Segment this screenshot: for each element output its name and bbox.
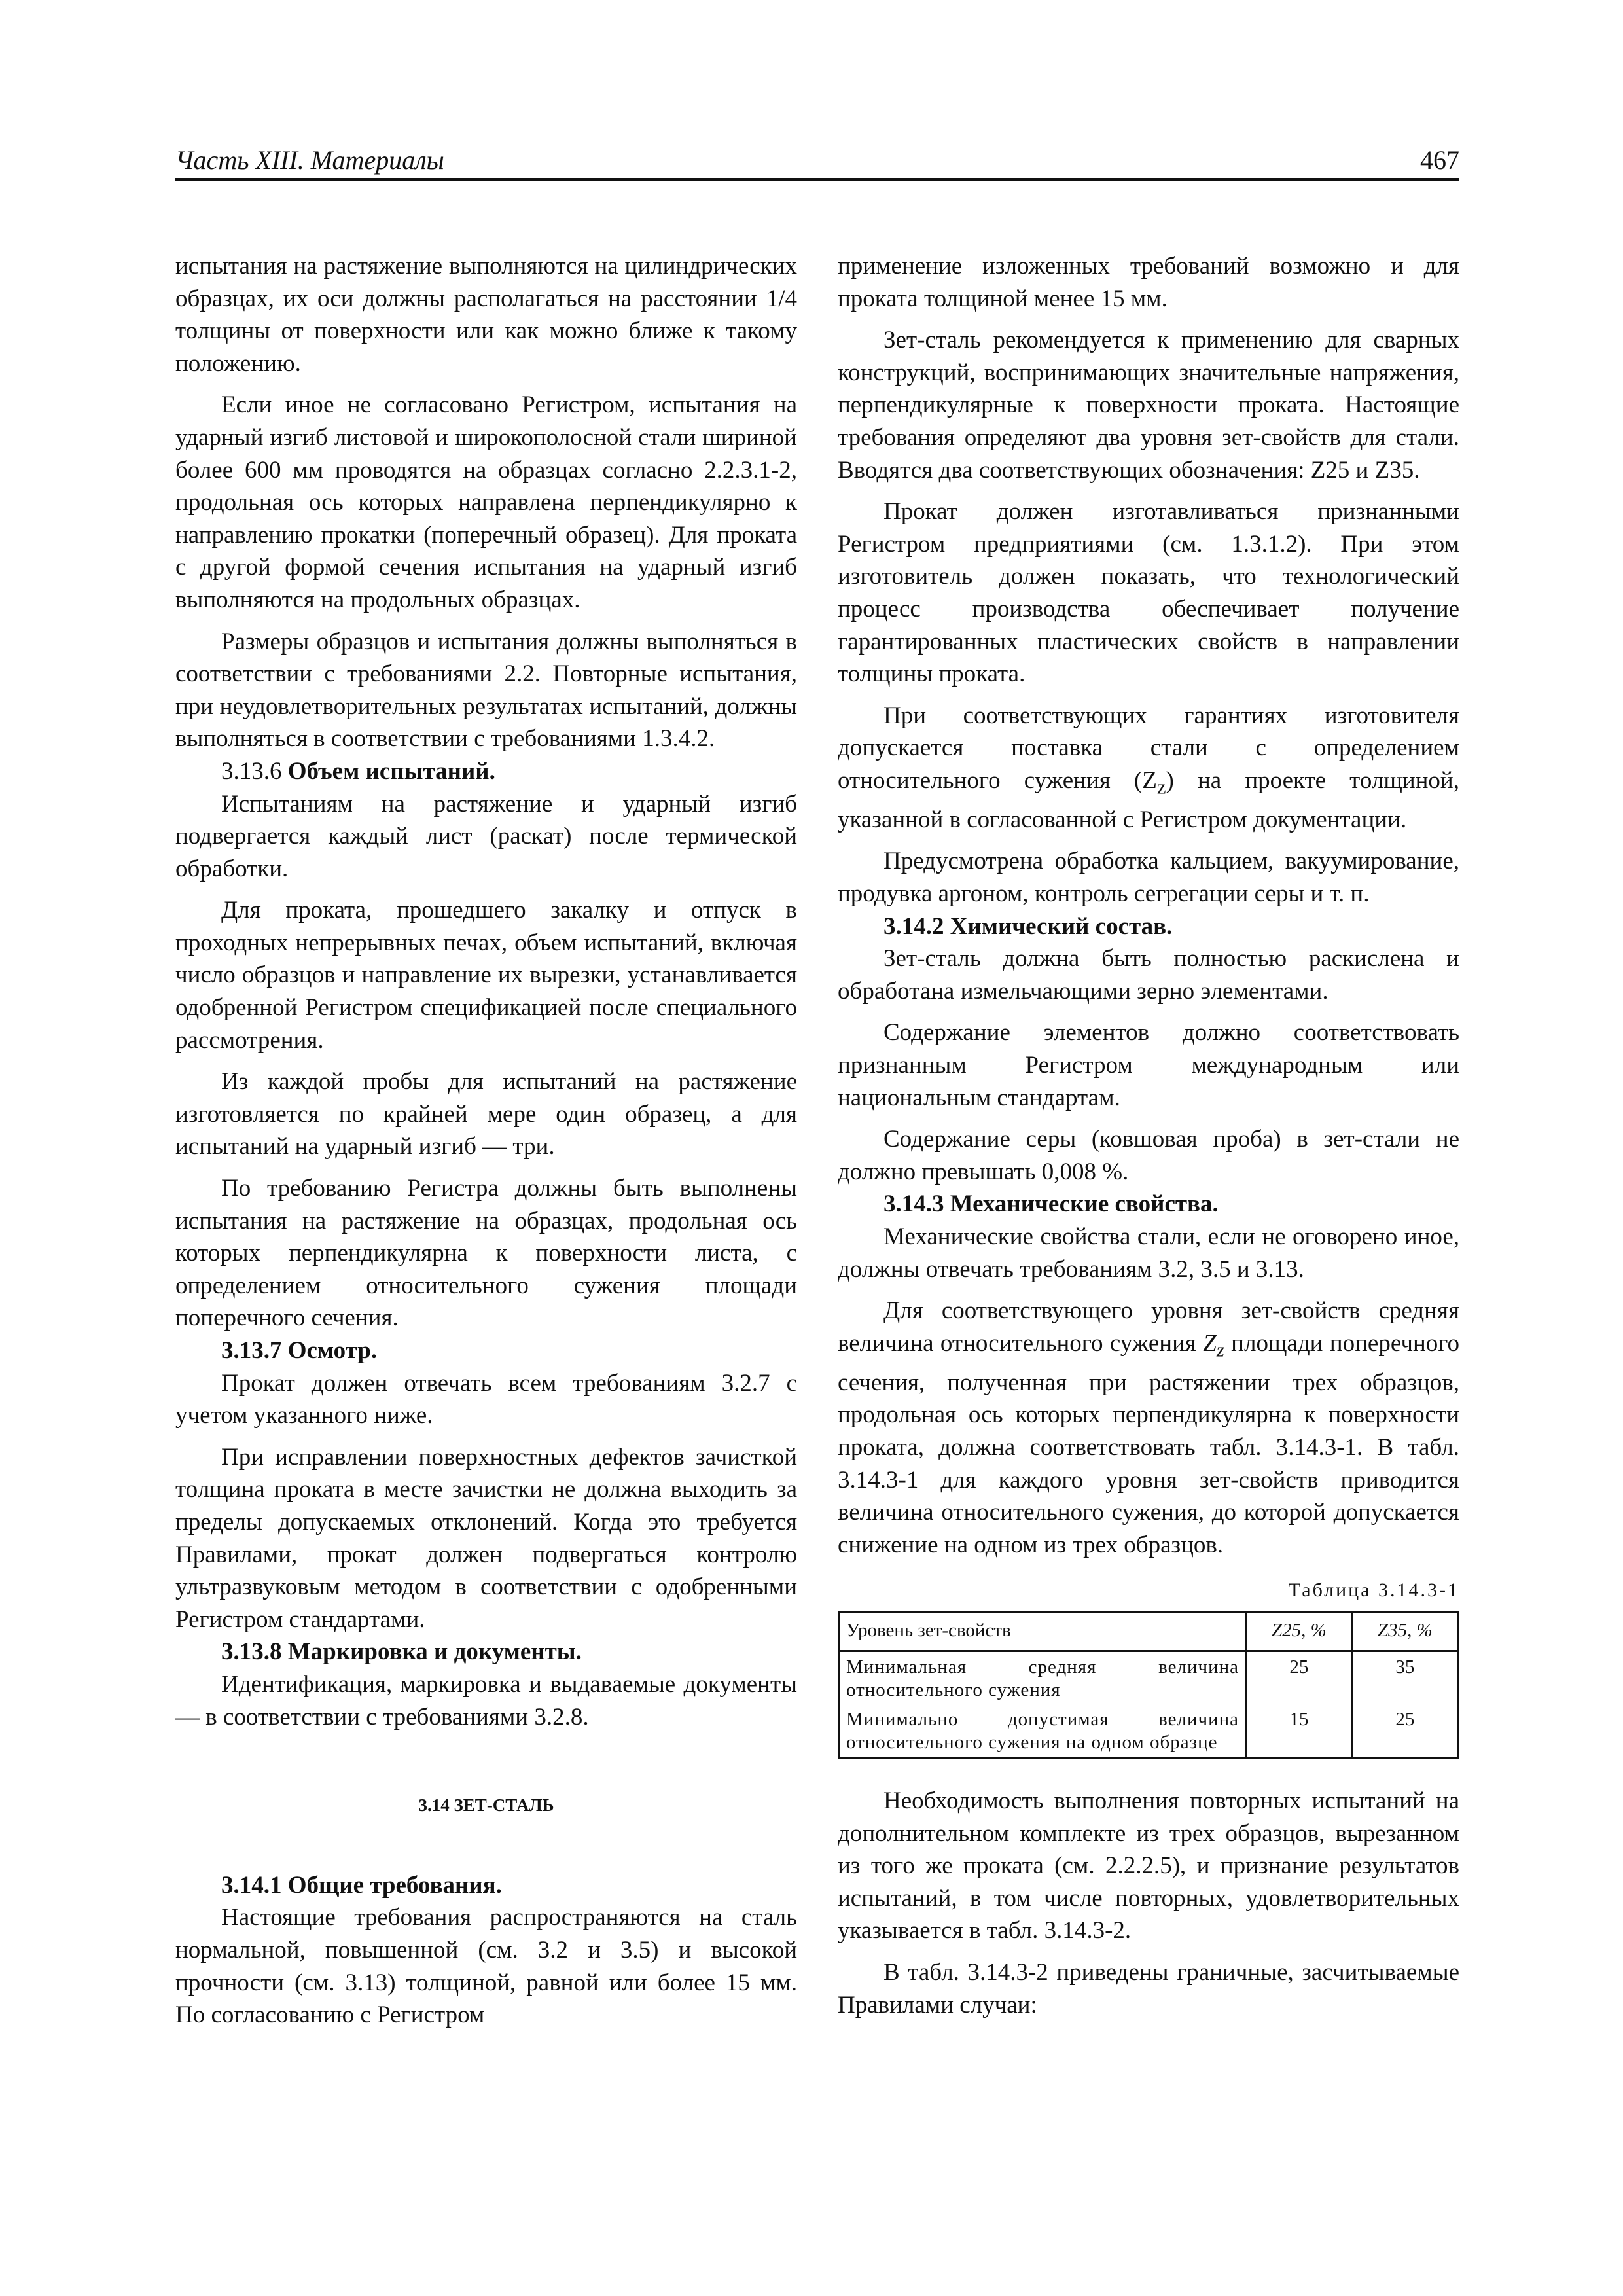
subsection-number: 3.13.6: [221, 757, 282, 785]
row-label: Минимально допустимая величина относительного сужения на одном образце: [846, 1708, 1239, 1753]
zet-properties-table: [838, 1611, 1459, 1759]
paragraph: При исправлении поверхностных дефектов зачисткой толщина проката в месте зачистки не должна выходить за пределы допускаемых отклонений. Когда это требуется Правилами, прокат должен подвергаться контролю ультразвуковым методом в соответствии с одобренными Регистром стандартами.: [175, 1443, 797, 1633]
section-title: 3.14 ЗЕТ-СТАЛЬ: [418, 1795, 554, 1816]
page-header: [175, 143, 1459, 181]
column-header: Z25, %: [1246, 1611, 1352, 1651]
text-fragment: При соответствующих гарантиях изготовителя допускается поставка стали с определением относительного сужения (Z: [838, 702, 1459, 794]
paragraph: Если иное не согласовано Регистром, испытания на ударный изгиб листовой и широкополосной стали шириной более 600 мм проводятся на образцах согласно 2.2.3.1-2, продольная ось которых направлена перпендикулярно к направлению прокатки (поперечный образец). Для проката с другой формой сечения испытания на ударный изгиб выполняются на продольных образцах.: [175, 391, 797, 613]
page-number: 467: [1420, 145, 1459, 175]
paragraph: Содержание элементов должно соответствовать признанным Регистром международным или национальным стандартам.: [838, 1019, 1459, 1111]
subsection-heading-3-13-7: 3.13.7 Осмотр.: [221, 1337, 378, 1364]
paragraph: В табл. 3.14.3-2 приведены граничные, засчитываемые Правилами случаи:: [838, 1958, 1459, 2018]
paragraph: Идентификация, маркировка и выдаваемые документы — в соответствии с требованиями 3.2.8.: [175, 1670, 797, 1731]
cell-z25: 25: [1246, 1651, 1352, 1704]
paragraph: Из каждой пробы для испытаний на растяжение изготовляется по крайней мере один образец, а для испытаний на ударный изгиб — три.: [175, 1068, 797, 1160]
cell-z35: 25: [1352, 1704, 1459, 1758]
paragraph: Необходимость выполнения повторных испытаний на дополнительном комплекте из трех образцов, вырезанном из того же проката (см. 2.2.2.5), и признание результатов испытаний, в том числе повторных, удовлетворительных указывается в табл. 3.14.3-2.: [838, 1787, 1459, 1945]
cell-z25: 15: [1246, 1704, 1352, 1758]
left-column: [175, 250, 797, 2032]
paragraph: Предусмотрена обработка кальцием, вакуумирование, продувка аргоном, контроль сегрегации серы и т. п.: [838, 848, 1459, 908]
cell-z35: 35: [1352, 1651, 1459, 1704]
paragraph: применение изложенных требований возможно и для проката толщиной менее 15 мм.: [838, 253, 1459, 312]
paragraph: Испытаниям на растяжение и ударный изгиб подвергается каждый лист (раскат) после термической обработки.: [175, 790, 797, 882]
right-column: [838, 250, 1459, 2021]
row-label: Минимальная средняя величина относительного сужения: [846, 1656, 1239, 1700]
column-header: Z35, %: [1352, 1611, 1459, 1651]
subscript: z: [1156, 776, 1166, 798]
paragraph: Содержание серы (ковшовая проба) в зет-стали не должно превышать 0,008 %.: [838, 1126, 1459, 1185]
paragraph: Прокат должен отвечать всем требованиям 3.2.7 с учетом указанного ниже.: [175, 1369, 797, 1429]
paragraph: испытания на растяжение выполняются на цилиндрических образцах, их оси должны располагаться на расстоянии 1/4 толщины от поверхности или как можно ближе к такому положению.: [175, 253, 797, 377]
symbol-z: Z: [1203, 1329, 1217, 1357]
column-header: Уровень зет-свойств: [839, 1611, 1247, 1651]
subsection-heading-3-14-3: 3.14.3 Механические свойства.: [883, 1191, 1219, 1218]
paragraph: [838, 1295, 1459, 1561]
text-fragment: ) на проекте толщиной, указанной в согласованной с Регистром документации.: [838, 766, 1459, 833]
paragraph: Зет-сталь рекомендуется к применению для сварных конструкций, воспринимающих значительные напряжения, перпендикулярные к поверхности проката. Настоящие требования определяют два уровня зет-свойств для стали. Вводятся два соответствующих обозначения: Z25 и Z35.: [838, 327, 1459, 484]
paragraph: Для проката, прошедшего закалку и отпуск в проходных непрерывных печах, объем испытаний, включая число образцов и направление их вырезки, устанавливается одобренной Регистром спецификацией после специального рассмотрения.: [175, 897, 797, 1054]
table-header-row: [839, 1611, 1459, 1651]
subsection-heading-3-14-2: 3.14.2 Химический состав.: [883, 912, 1173, 940]
text-fragment: площади поперечного сечения, полученная при растяжении трех образцов, продольная ось которых перпендикулярна к поверхности проката, должна соответствовать табл. 3.14.3-1. В табл. 3.14.3-1 для каждого уровня зет-свойств приводится величина относительного сужения, до которой допускается снижение на одном из трех образцов.: [838, 1329, 1460, 1558]
paragraph: Механические свойства стали, если не оговорено иное, должны отвечать требованиям 3.2, 3.5 и 3.13.: [838, 1223, 1459, 1283]
paragraph: Зет-сталь должна быть полностью раскислена и обработана измельчающими зерно элементами.: [838, 945, 1459, 1005]
subscript: z: [1216, 1338, 1224, 1361]
subsection-title: Объем испытаний.: [287, 757, 495, 785]
subsection-heading-3-13-6: [175, 755, 797, 788]
paragraph: [838, 700, 1459, 836]
table-row: [839, 1651, 1459, 1704]
subsection-heading-3-13-8: 3.13.8 Маркировка и документы.: [221, 1638, 582, 1666]
text-fragment: Для соответствующего уровня зет-свойств средняя величина относительного сужения: [838, 1297, 1459, 1357]
paragraph: Прокат должен изготавливаться признанными Регистром предприятиями (см. 1.3.1.2). При этом изготовитель должен показать, что технологический процесс производства обеспечивает получение гарантированных пластических свойств в направлении толщины проката.: [838, 498, 1459, 688]
table-row: [839, 1704, 1459, 1758]
running-title: Часть XIII. Материалы: [175, 145, 444, 175]
table-caption: Таблица 3.14.3-1: [1288, 1579, 1459, 1602]
paragraph: По требованию Регистра должны быть выполнены испытания на растяжение на образцах, продольная ось которых перпендикулярна к поверхности листа, с определением относительного сужения площади поперечного сечения.: [175, 1175, 797, 1332]
paragraph: Размеры образцов и испытания должны выполняться в соответствии с требованиями 2.2. Повторные испытания, при неудовлетворительных результатах испытаний, должны выполняться в соответствии с требованиями 1.3.4.2.: [175, 628, 797, 753]
subsection-heading-3-14-1: 3.14.1 Общие требования.: [221, 1871, 502, 1899]
paragraph: Настоящие требования распространяются на сталь нормальной, повышенной (см. 3.2 и 3.5) и высокой прочности (см. 3.13) толщиной, равной или более 15 мм. По согласованию с Регистром: [175, 1904, 797, 2029]
